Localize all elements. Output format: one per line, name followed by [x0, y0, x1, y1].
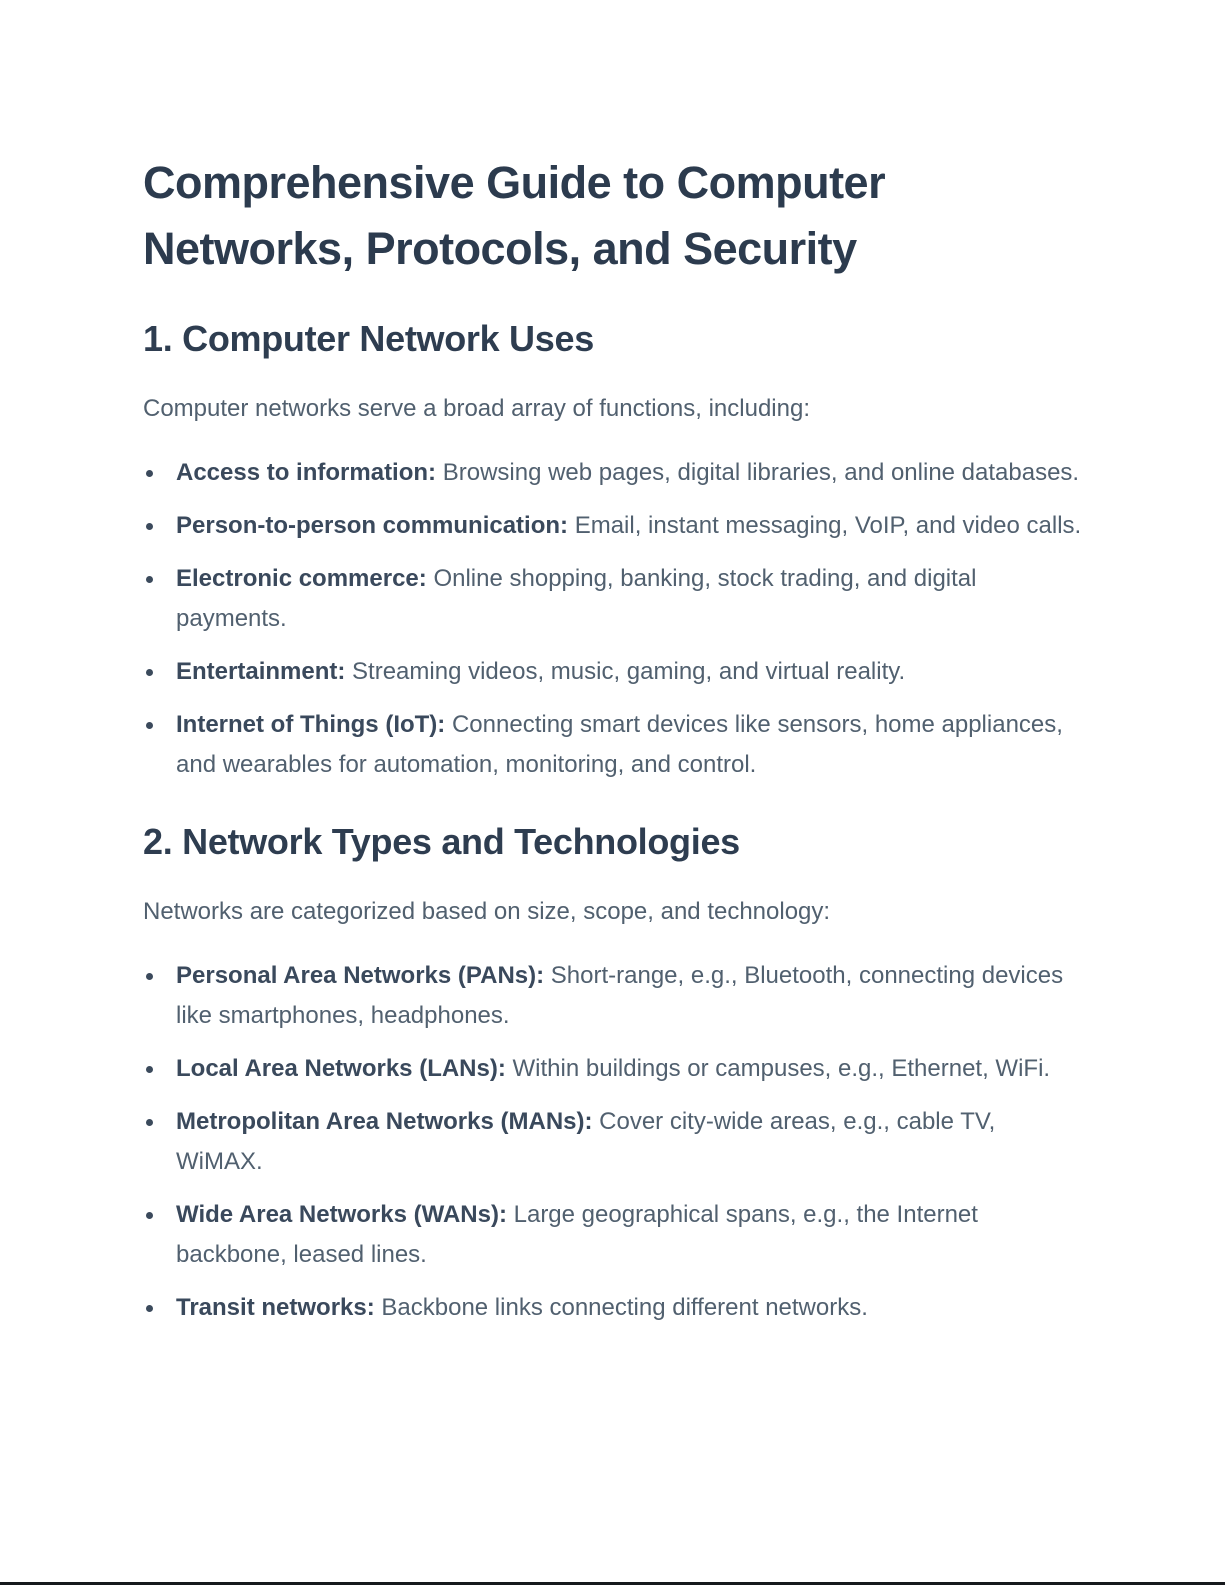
list-item-label: Personal Area Networks (PANs): — [176, 961, 545, 989]
bullet-icon — [146, 1119, 153, 1126]
bullet-icon — [146, 523, 153, 530]
list-item-label: Local Area Networks (LANs): — [176, 1054, 506, 1082]
list-item — [143, 956, 1085, 1036]
list-item-label: Transit networks: — [176, 1293, 375, 1321]
list-item — [143, 1288, 1085, 1328]
section-2-bullet-list — [143, 956, 1085, 1328]
list-item — [143, 1102, 1085, 1182]
list-item-label: Electronic commerce: — [176, 565, 427, 593]
bullet-icon — [146, 470, 153, 477]
list-item-text: Email, instant messaging, VoIP, and video calls. — [568, 512, 1082, 540]
bullet-icon — [146, 576, 153, 583]
list-item-label: Internet of Things (IoT): — [176, 711, 446, 739]
section-2-heading: 2. Network Types and Technologies — [143, 821, 740, 863]
list-item — [143, 506, 1085, 546]
section-1-heading: 1. Computer Network Uses — [143, 318, 594, 360]
list-item-text: Backbone links connecting different networks. — [374, 1293, 868, 1321]
list-item — [143, 559, 1085, 639]
list-item-text: Cover city-wide areas, e.g., cable TV, WiMAX. — [176, 1107, 996, 1175]
list-item — [143, 652, 1085, 692]
list-item-text: Large geographical spans, e.g., the Internet backbone, leased lines. — [176, 1200, 978, 1268]
list-item — [143, 1049, 1085, 1089]
list-item-text: Online shopping, banking, stock trading, and digital payments. — [176, 565, 977, 633]
document-title: Comprehensive Guide to Computer Networks, Protocols, and Security — [143, 157, 886, 275]
list-item-text: Connecting smart devices like sensors, home appliances, and wearables for automation, monitoring, and control. — [176, 711, 1063, 779]
list-item-text: Streaming videos, music, gaming, and virtual reality. — [345, 658, 906, 686]
bullet-icon — [146, 669, 153, 676]
bullet-icon — [146, 1305, 153, 1312]
list-item-text: Short-range, e.g., Bluetooth, connecting devices like smartphones, headphones. — [176, 961, 1064, 1029]
list-item-text: Within buildings or campuses, e.g., Ethernet, WiFi. — [505, 1054, 1051, 1082]
list-item-label: Entertainment: — [176, 658, 346, 686]
list-item-label: Access to information: — [176, 459, 437, 487]
bullet-icon — [146, 973, 153, 980]
bullet-icon — [146, 1066, 153, 1073]
section-1-bullet-list — [143, 453, 1085, 785]
list-item-label: Person-to-person communication: — [176, 512, 569, 540]
list-item-label: Wide Area Networks (WANs): — [176, 1200, 507, 1228]
list-item — [143, 453, 1085, 493]
bullet-icon — [146, 722, 153, 729]
bullet-icon — [146, 1212, 153, 1219]
section-1-intro: Computer networks serve a broad array of functions, including: — [143, 395, 810, 423]
list-item — [143, 705, 1085, 785]
list-item — [143, 1195, 1085, 1275]
list-item-text: Browsing web pages, digital libraries, and online databases. — [436, 459, 1080, 487]
section-2-intro: Networks are categorized based on size, scope, and technology: — [143, 897, 831, 925]
list-item-label: Metropolitan Area Networks (MANs): — [176, 1107, 593, 1135]
